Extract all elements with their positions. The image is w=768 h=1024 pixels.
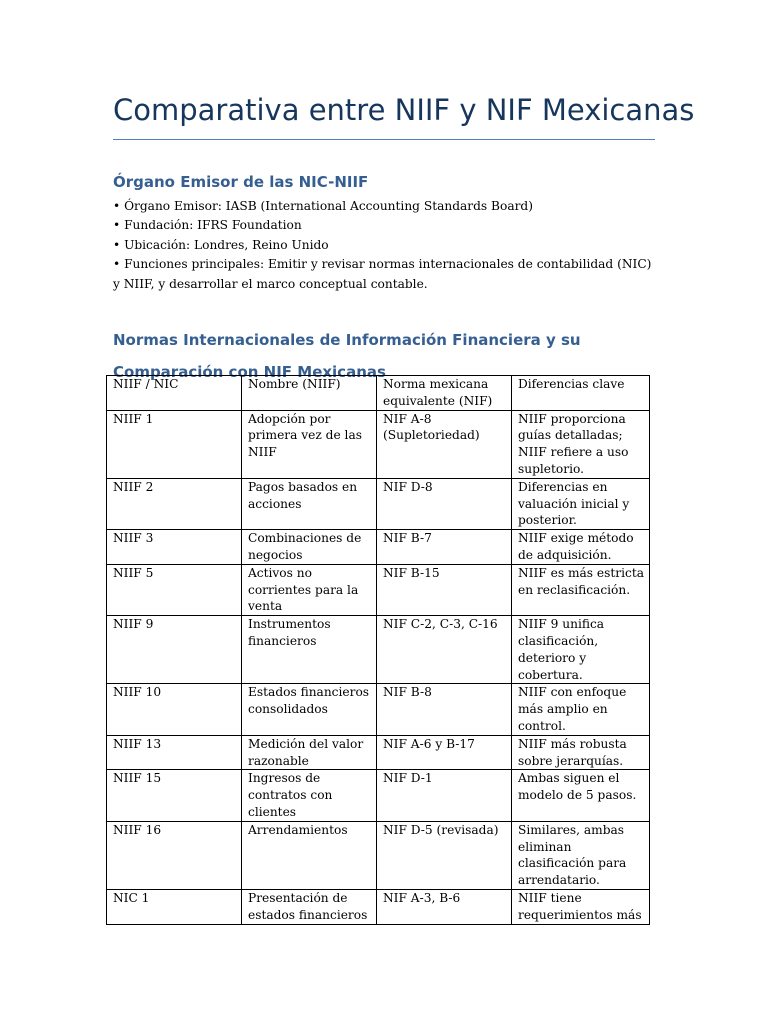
table-cell: Medición del valor razonable [242, 735, 377, 770]
table-row [107, 478, 650, 529]
table-cell: NIF D-8 [377, 478, 512, 529]
list-item: • Funciones principales: Emitir y revisar normas internacionales de contabilidad (NIC) y NIIF, y desarrollar el marco conceptual contable. [113, 257, 652, 291]
table-cell: NIF A-3, B-6 [377, 889, 512, 924]
list-item: • Órgano Emisor: IASB (International Accounting Standards Board) [113, 199, 533, 213]
table-cell: NIIF 10 [107, 684, 242, 735]
table-cell: NIF C-2, C-3, C-16 [377, 616, 512, 684]
table-cell: NIF B-15 [377, 564, 512, 615]
table-cell: NIIF exige método de adquisición. [512, 530, 650, 565]
column-header: Norma mexicana equivalente (NIF) [377, 376, 512, 411]
table-cell: NIC 1 [107, 889, 242, 924]
table-cell: NIIF tiene requerimientos más [512, 889, 650, 924]
table-cell: Adopción por primera vez de las NIIF [242, 410, 377, 478]
table-row [107, 770, 650, 821]
table-cell: NIIF proporciona guías detalladas; NIIF refiere a uso supletorio. [512, 410, 650, 478]
table-cell: NIIF más robusta sobre jerarquías. [512, 735, 650, 770]
table-header-row [107, 376, 650, 411]
comparison-table [106, 375, 650, 925]
table-cell: Activos no corrientes para la venta [242, 564, 377, 615]
section-heading-comparacion: Normas Internacionales de Información Financiera y su Comparación con NIF Mexicanas [113, 331, 581, 381]
table-cell: Presentación de estados financieros [242, 889, 377, 924]
table-row [107, 735, 650, 770]
table-cell: NIF D-5 (revisada) [377, 821, 512, 889]
table-cell: Pagos basados en acciones [242, 478, 377, 529]
table-cell: NIIF 13 [107, 735, 242, 770]
list-item: • Fundación: IFRS Foundation [113, 218, 302, 233]
organo-emisor-list [113, 197, 653, 294]
table-cell: Ambas siguen el modelo de 5 pasos. [512, 770, 650, 821]
table-cell: NIIF 16 [107, 821, 242, 889]
table-row [107, 616, 650, 684]
table-cell: NIIF 9 [107, 616, 242, 684]
table-cell: Ingresos de contratos con clientes [242, 770, 377, 821]
table-cell: NIIF 9 unifica clasificación, deterioro y cobertura. [512, 616, 650, 684]
table-cell: NIF A-8 (Supletoriedad) [377, 410, 512, 478]
table-cell: NIF D-1 [377, 770, 512, 821]
table-row [107, 821, 650, 889]
table-cell: Estados financieros consolidados [242, 684, 377, 735]
table-cell: NIIF 3 [107, 530, 242, 565]
table-cell: NIIF 5 [107, 564, 242, 615]
table-row [107, 530, 650, 565]
table-row [107, 410, 650, 478]
table-cell: NIF B-8 [377, 684, 512, 735]
table-cell: NIIF es más estricta en reclasificación. [512, 564, 650, 615]
table-cell: NIIF 2 [107, 478, 242, 529]
table-cell: NIIF 15 [107, 770, 242, 821]
title-underline [113, 139, 655, 140]
table-cell: Instrumentos financieros [242, 616, 377, 684]
table-cell: NIIF 1 [107, 410, 242, 478]
table-row [107, 684, 650, 735]
page-title: Comparativa entre NIIF y NIF Mexicanas [113, 93, 695, 127]
table-cell: Diferencias en valuación inicial y posterior. [512, 478, 650, 529]
column-header: Diferencias clave [512, 376, 650, 411]
table-cell: Similares, ambas eliminan clasificación para arrendatario. [512, 821, 650, 889]
table-cell: NIIF con enfoque más amplio en control. [512, 684, 650, 735]
list-item: • Ubicación: Londres, Reino Unido [113, 237, 329, 252]
section-heading-organo-emisor: Órgano Emisor de las NIC-NIIF [113, 173, 369, 191]
table-cell: Arrendamientos [242, 821, 377, 889]
table-cell: NIF B-7 [377, 530, 512, 565]
column-header: NIIF / NIC [107, 376, 242, 411]
table-cell: NIF A-6 y B-17 [377, 735, 512, 770]
column-header: Nombre (NIIF) [242, 376, 377, 411]
table-row [107, 889, 650, 924]
table-row [107, 564, 650, 615]
table-cell: Combinaciones de negocios [242, 530, 377, 565]
